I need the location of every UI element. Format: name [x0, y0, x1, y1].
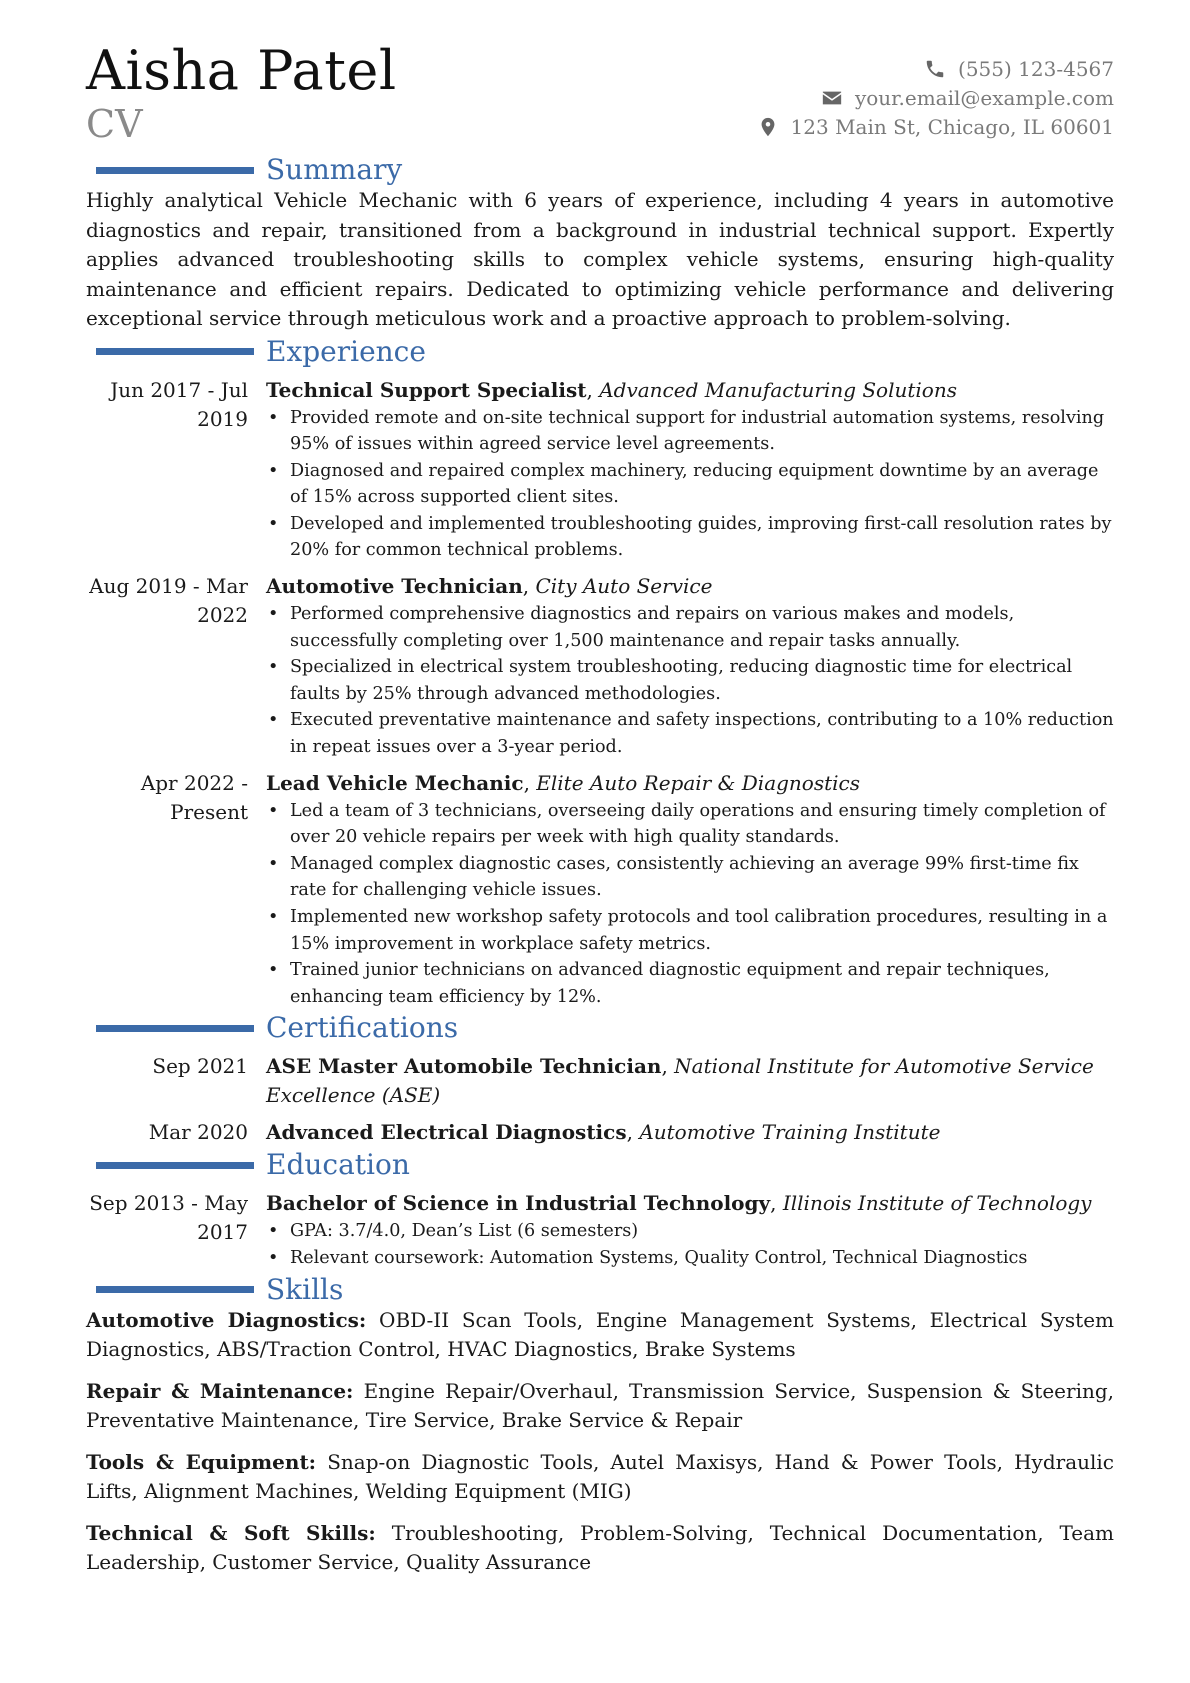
list-item: • Executed preventative maintenance and safety inspections, contributing to a 10% reduction in repeat issues over a 3-year period. [290, 707, 1114, 760]
experience-section [86, 336, 1114, 1011]
envelope-icon [821, 87, 843, 109]
list-item: • Provided remote and on-site technical support for industrial automation systems, resolving 95% of issues within agreed service level agreements. [290, 405, 1114, 458]
section-accent-bar [96, 348, 254, 355]
section-heading [86, 1149, 1114, 1181]
skill-group [86, 1519, 1114, 1578]
list-item: • Specialized in electrical system troubleshooting, reducing diagnostic time for electrical faults by 25% through advanced methodologies. [290, 654, 1114, 707]
employer: City Auto Service [535, 574, 713, 599]
entry-body [266, 1052, 1114, 1110]
job-role: Technical Support Specialist [266, 377, 587, 402]
section-title: Certifications [266, 1011, 459, 1045]
employer: Advanced Manufacturing Solutions [599, 377, 957, 402]
section-heading [86, 1012, 1114, 1044]
entry-body [266, 769, 1114, 1011]
entry-body [266, 1189, 1114, 1271]
entry-body [266, 376, 1114, 565]
certification-entry [86, 1118, 1114, 1147]
resume-page [86, 40, 1114, 1590]
certification-name: ASE Master Automobile Technician [266, 1054, 662, 1079]
section-accent-bar [96, 1286, 254, 1293]
entry-title: Lead Vehicle Mechanic, Elite Auto Repair & Diagnostics [266, 770, 861, 795]
job-role: Automotive Technician [266, 574, 523, 599]
contact-phone [757, 54, 1114, 83]
document-subtitle: CV [86, 102, 143, 146]
entry-date: Aug 2019 - Mar 2022 [89, 574, 248, 628]
section-accent-bar [96, 167, 254, 174]
entry-date: Sep 2013 - May 2017 [89, 1191, 248, 1245]
institution: Illinois Institute of Technology [782, 1191, 1092, 1216]
list-item: • Managed complex diagnostic cases, consistently achieving an average 99% first-time fix rate for challenging vehicle issues. [290, 851, 1114, 904]
summary-text: Highly analytical Vehicle Mechanic with 6 years of experience, including 4 years in automotive diagnostics and repair, transitioned from a background in industrial technical support. Expertly applies advanced troubleshooting skills to complex vehicle systems, ensuring high-quality maintenance and efficient repairs. Dedicated to optimizing vehicle performance and delivering exceptional service through meticulous work and a proactive approach to problem-solving. [86, 188, 1114, 330]
issuer: Automotive Training Institute [639, 1120, 941, 1145]
contact-address [757, 112, 1114, 141]
experience-entry [86, 572, 1114, 761]
summary-section [86, 154, 1114, 334]
job-role: Lead Vehicle Mechanic [266, 770, 524, 795]
list-item: • Led a team of 3 technicians, overseeing daily operations and ensuring timely completion of over 20 vehicle repairs per week with high quality standards. [290, 798, 1114, 851]
entry-date: Sep 2021 [152, 1054, 248, 1079]
list-item: • Diagnosed and repaired complex machinery, reducing equipment downtime by an average of 15% across supported client sites. [290, 458, 1114, 511]
list-item: • Relevant coursework: Automation Systems, Quality Control, Technical Diagnostics [290, 1245, 1114, 1272]
employer: Elite Auto Repair & Diagnostics [536, 770, 861, 795]
phone-icon [924, 58, 946, 80]
entry-title: ASE Master Automobile Technician, National Institute for Automotive Service Excellence (ASE) [266, 1054, 1094, 1108]
entry-date: Apr 2022 - Present [140, 770, 248, 824]
certifications-section [86, 1012, 1114, 1147]
entry-title: Technical Support Specialist, Advanced Manufacturing Solutions [266, 377, 957, 402]
skill-label: Automotive Diagnostics: [86, 1307, 367, 1332]
entry-date: Jun 2017 - Jul 2019 [110, 377, 248, 431]
contact-email [757, 83, 1114, 112]
degree-name: Bachelor of Science in Industrial Technology [266, 1191, 771, 1216]
achievement-list [266, 405, 1114, 565]
person-name: Aisha Patel [86, 39, 397, 102]
certification-entry [86, 1052, 1114, 1110]
skill-label: Technical & Soft Skills: [86, 1520, 376, 1545]
skill-group [86, 1448, 1114, 1507]
skill-values: Engine Repair/Overhaul, Transmission Service, Suspension & Steering, Preventative Maintenance, Tire Service, Brake Service & Repair [86, 1378, 1115, 1433]
entry-title: Automotive Technician, City Auto Service [266, 574, 713, 599]
skills-section [86, 1274, 1114, 1578]
skill-values: OBD-II Scan Tools, Engine Management Systems, Electrical System Diagnostics, ABS/Traction Control, HVAC Diagnostics, Brake Systems [86, 1307, 1115, 1362]
certification-name: Advanced Electrical Diagnostics [266, 1120, 627, 1145]
section-title: Education [266, 1148, 410, 1182]
map-pin-icon [757, 116, 779, 138]
section-title: Skills [266, 1272, 344, 1306]
list-item: • Performed comprehensive diagnostics and repairs on various makes and models, successfully completing over 1,500 maintenance and repair tasks annually. [290, 601, 1114, 654]
list-item: • GPA: 3.7/4.0, Dean’s List (6 semesters) [290, 1218, 1114, 1245]
experience-entry [86, 769, 1114, 1011]
issuer: National Institute for Automotive Service Excellence (ASE) [266, 1054, 1094, 1108]
list-item: • Trained junior technicians on advanced diagnostic equipment and repair techniques, enhancing team efficiency by 12%. [290, 957, 1114, 1010]
skill-label: Tools & Equipment: [86, 1449, 317, 1474]
address-text: 123 Main St, Chicago, IL 60601 [790, 114, 1114, 139]
skill-group [86, 1377, 1114, 1436]
entry-title: Advanced Electrical Diagnostics, Automotive Training Institute [266, 1120, 941, 1145]
section-title: Experience [266, 334, 426, 368]
achievement-list [266, 798, 1114, 1011]
entry-title: Bachelor of Science in Industrial Technology, Illinois Institute of Technology [266, 1191, 1092, 1216]
education-entry [86, 1189, 1114, 1271]
skill-values: Troubleshooting, Problem-Solving, Technical Documentation, Team Leadership, Customer Service, Quality Assurance [86, 1520, 1114, 1575]
entry-date: Mar 2020 [148, 1120, 248, 1145]
section-heading [86, 154, 1114, 186]
education-details-list [266, 1218, 1114, 1271]
skill-group [86, 1306, 1114, 1365]
section-heading [86, 336, 1114, 368]
resume-header [86, 40, 1114, 152]
phone-text: (555) 123-4567 [958, 56, 1114, 81]
contact-info [757, 54, 1114, 141]
section-title: Summary [266, 153, 403, 186]
list-item: • Implemented new workshop safety protocols and tool calibration procedures, resulting in a 15% improvement in workplace safety metrics. [290, 904, 1114, 957]
achievement-list [266, 601, 1114, 761]
entry-body [266, 1118, 1114, 1147]
email-link[interactable]: your.email@example.com [854, 85, 1114, 110]
section-accent-bar [96, 1025, 254, 1032]
education-section [86, 1149, 1114, 1271]
entry-body [266, 572, 1114, 761]
section-accent-bar [96, 1162, 254, 1169]
section-heading [86, 1274, 1114, 1306]
experience-entry [86, 376, 1114, 565]
skill-values: Snap-on Diagnostic Tools, Autel Maxisys, Hand & Power Tools, Hydraulic Lifts, Alignment Machines, Welding Equipment (MIG) [86, 1449, 1114, 1504]
list-item: • Developed and implemented troubleshooting guides, improving first-call resolution rates by 20% for common technical problems. [290, 511, 1114, 564]
skill-label: Repair & Maintenance: [86, 1378, 354, 1403]
